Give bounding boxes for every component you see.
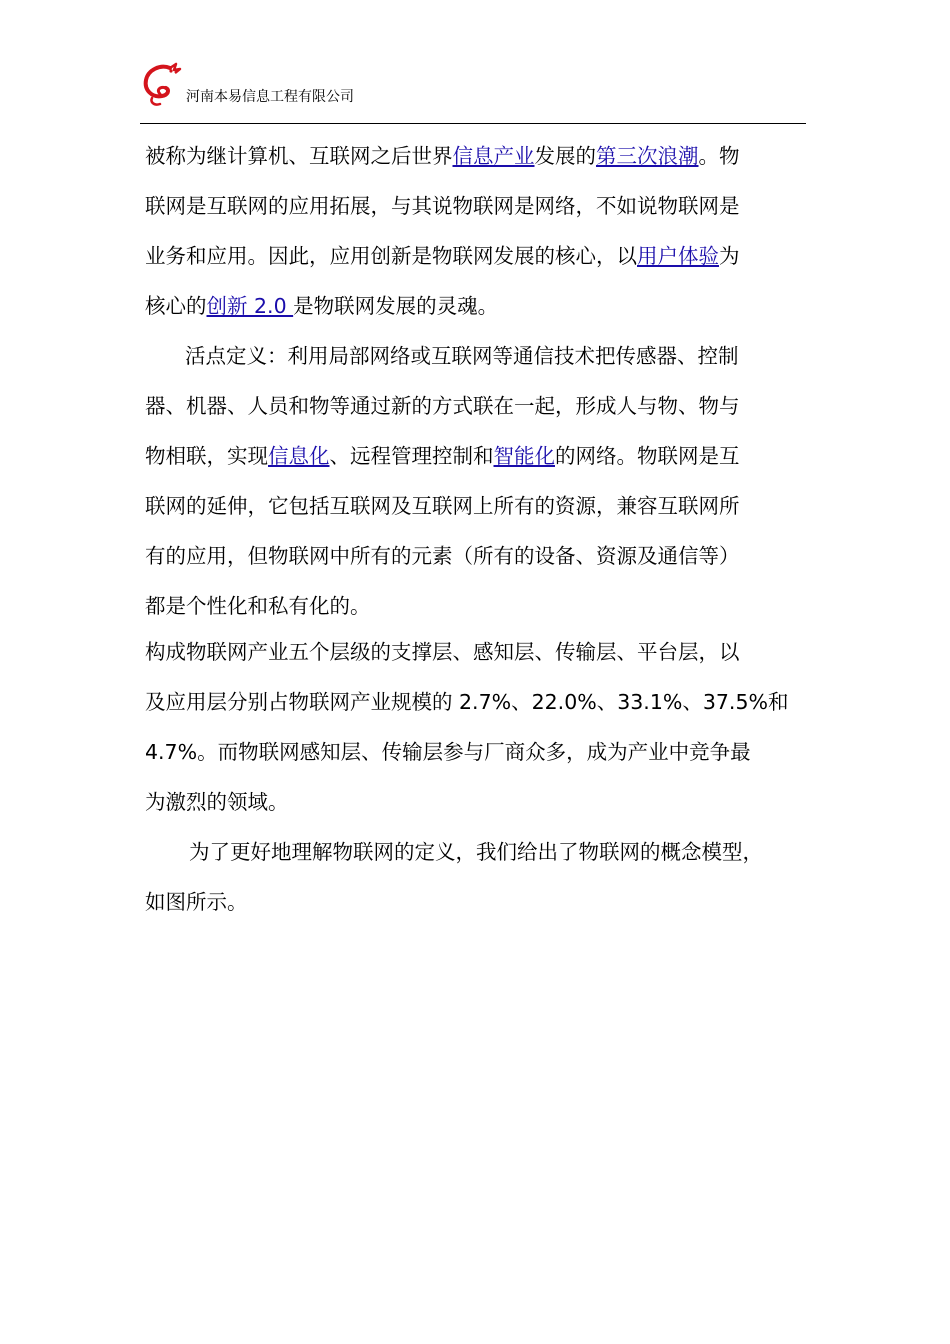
text-run: 为 — [719, 244, 740, 268]
text-line — [145, 131, 795, 181]
paragraph-definition — [145, 331, 795, 631]
text-run: 核心的 — [145, 294, 207, 318]
link-information-industry[interactable]: 信息产业 — [452, 144, 535, 168]
text-line: 为了更好地理解物联网的定义，我们给出了物联网的概念模型， — [189, 840, 763, 864]
text-line — [145, 281, 795, 331]
text-line: 联网的延伸，它包括互联网及互联网上所有的资源，兼容互联网所 — [145, 494, 740, 518]
paragraph-intro — [145, 131, 795, 331]
document-body — [145, 131, 805, 927]
header-divider — [140, 123, 806, 124]
link-innovation-2-0[interactable]: 创新 2.0 — [206, 294, 294, 318]
link-user-experience[interactable]: 用户体验 — [637, 244, 719, 268]
text-run: 业务和应用。因此，应用创新是物联网发展的核心，以 — [145, 244, 637, 268]
paragraph-concept-model — [145, 827, 825, 927]
text-run: 被称为继计算机、互联网之后世界 — [145, 144, 453, 168]
text-line: 及应用层分别占物联网产业规模的 2.7%、22.0%、33.1%、37.5%和 — [145, 690, 789, 714]
text-run: 、远程管理控制和 — [329, 444, 494, 468]
link-informatization[interactable]: 信息化 — [268, 444, 330, 468]
text-run: 。物 — [698, 144, 740, 168]
red-dragon-logo-icon — [140, 62, 184, 108]
text-line: 如图所示。 — [145, 890, 248, 914]
text-run: 的网络。物联网是互 — [555, 444, 740, 468]
link-intelligentization[interactable]: 智能化 — [493, 444, 555, 468]
page-header — [140, 62, 806, 124]
text-run: 物相联，实现 — [145, 444, 268, 468]
text-line: 活点定义：利用局部网络或互联网等通信技术把传感器、控制 — [185, 344, 739, 368]
company-name: 河南本易信息工程有限公司 — [186, 89, 354, 105]
text-line: 构成物联网产业五个层级的支撑层、感知层、传输层、平台层，以 — [145, 640, 740, 664]
text-line: 有的应用，但物联网中所有的元素（所有的设备、资源及通信等） — [145, 544, 740, 568]
text-line: 联网是互联网的应用拓展，与其说物联网是网络，不如说物联网是 — [145, 194, 740, 218]
text-line: 器、机器、人员和物等通过新的方式联在一起，形成人与物、物与 — [145, 394, 740, 418]
text-line: 4.7%。而物联网感知层、传输层参与厂商众多，成为产业中竞争最 — [145, 740, 751, 764]
text-run: 是物联网发展的灵魂。 — [293, 294, 499, 318]
paragraph-industry-layers — [145, 627, 795, 827]
text-run: 发展的 — [534, 144, 596, 168]
link-third-wave[interactable]: 第三次浪潮 — [596, 144, 699, 168]
text-line: 为激烈的领域。 — [145, 790, 289, 814]
text-line: 都是个性化和私有化的。 — [145, 594, 371, 618]
text-line — [145, 431, 795, 481]
text-line — [145, 231, 795, 281]
